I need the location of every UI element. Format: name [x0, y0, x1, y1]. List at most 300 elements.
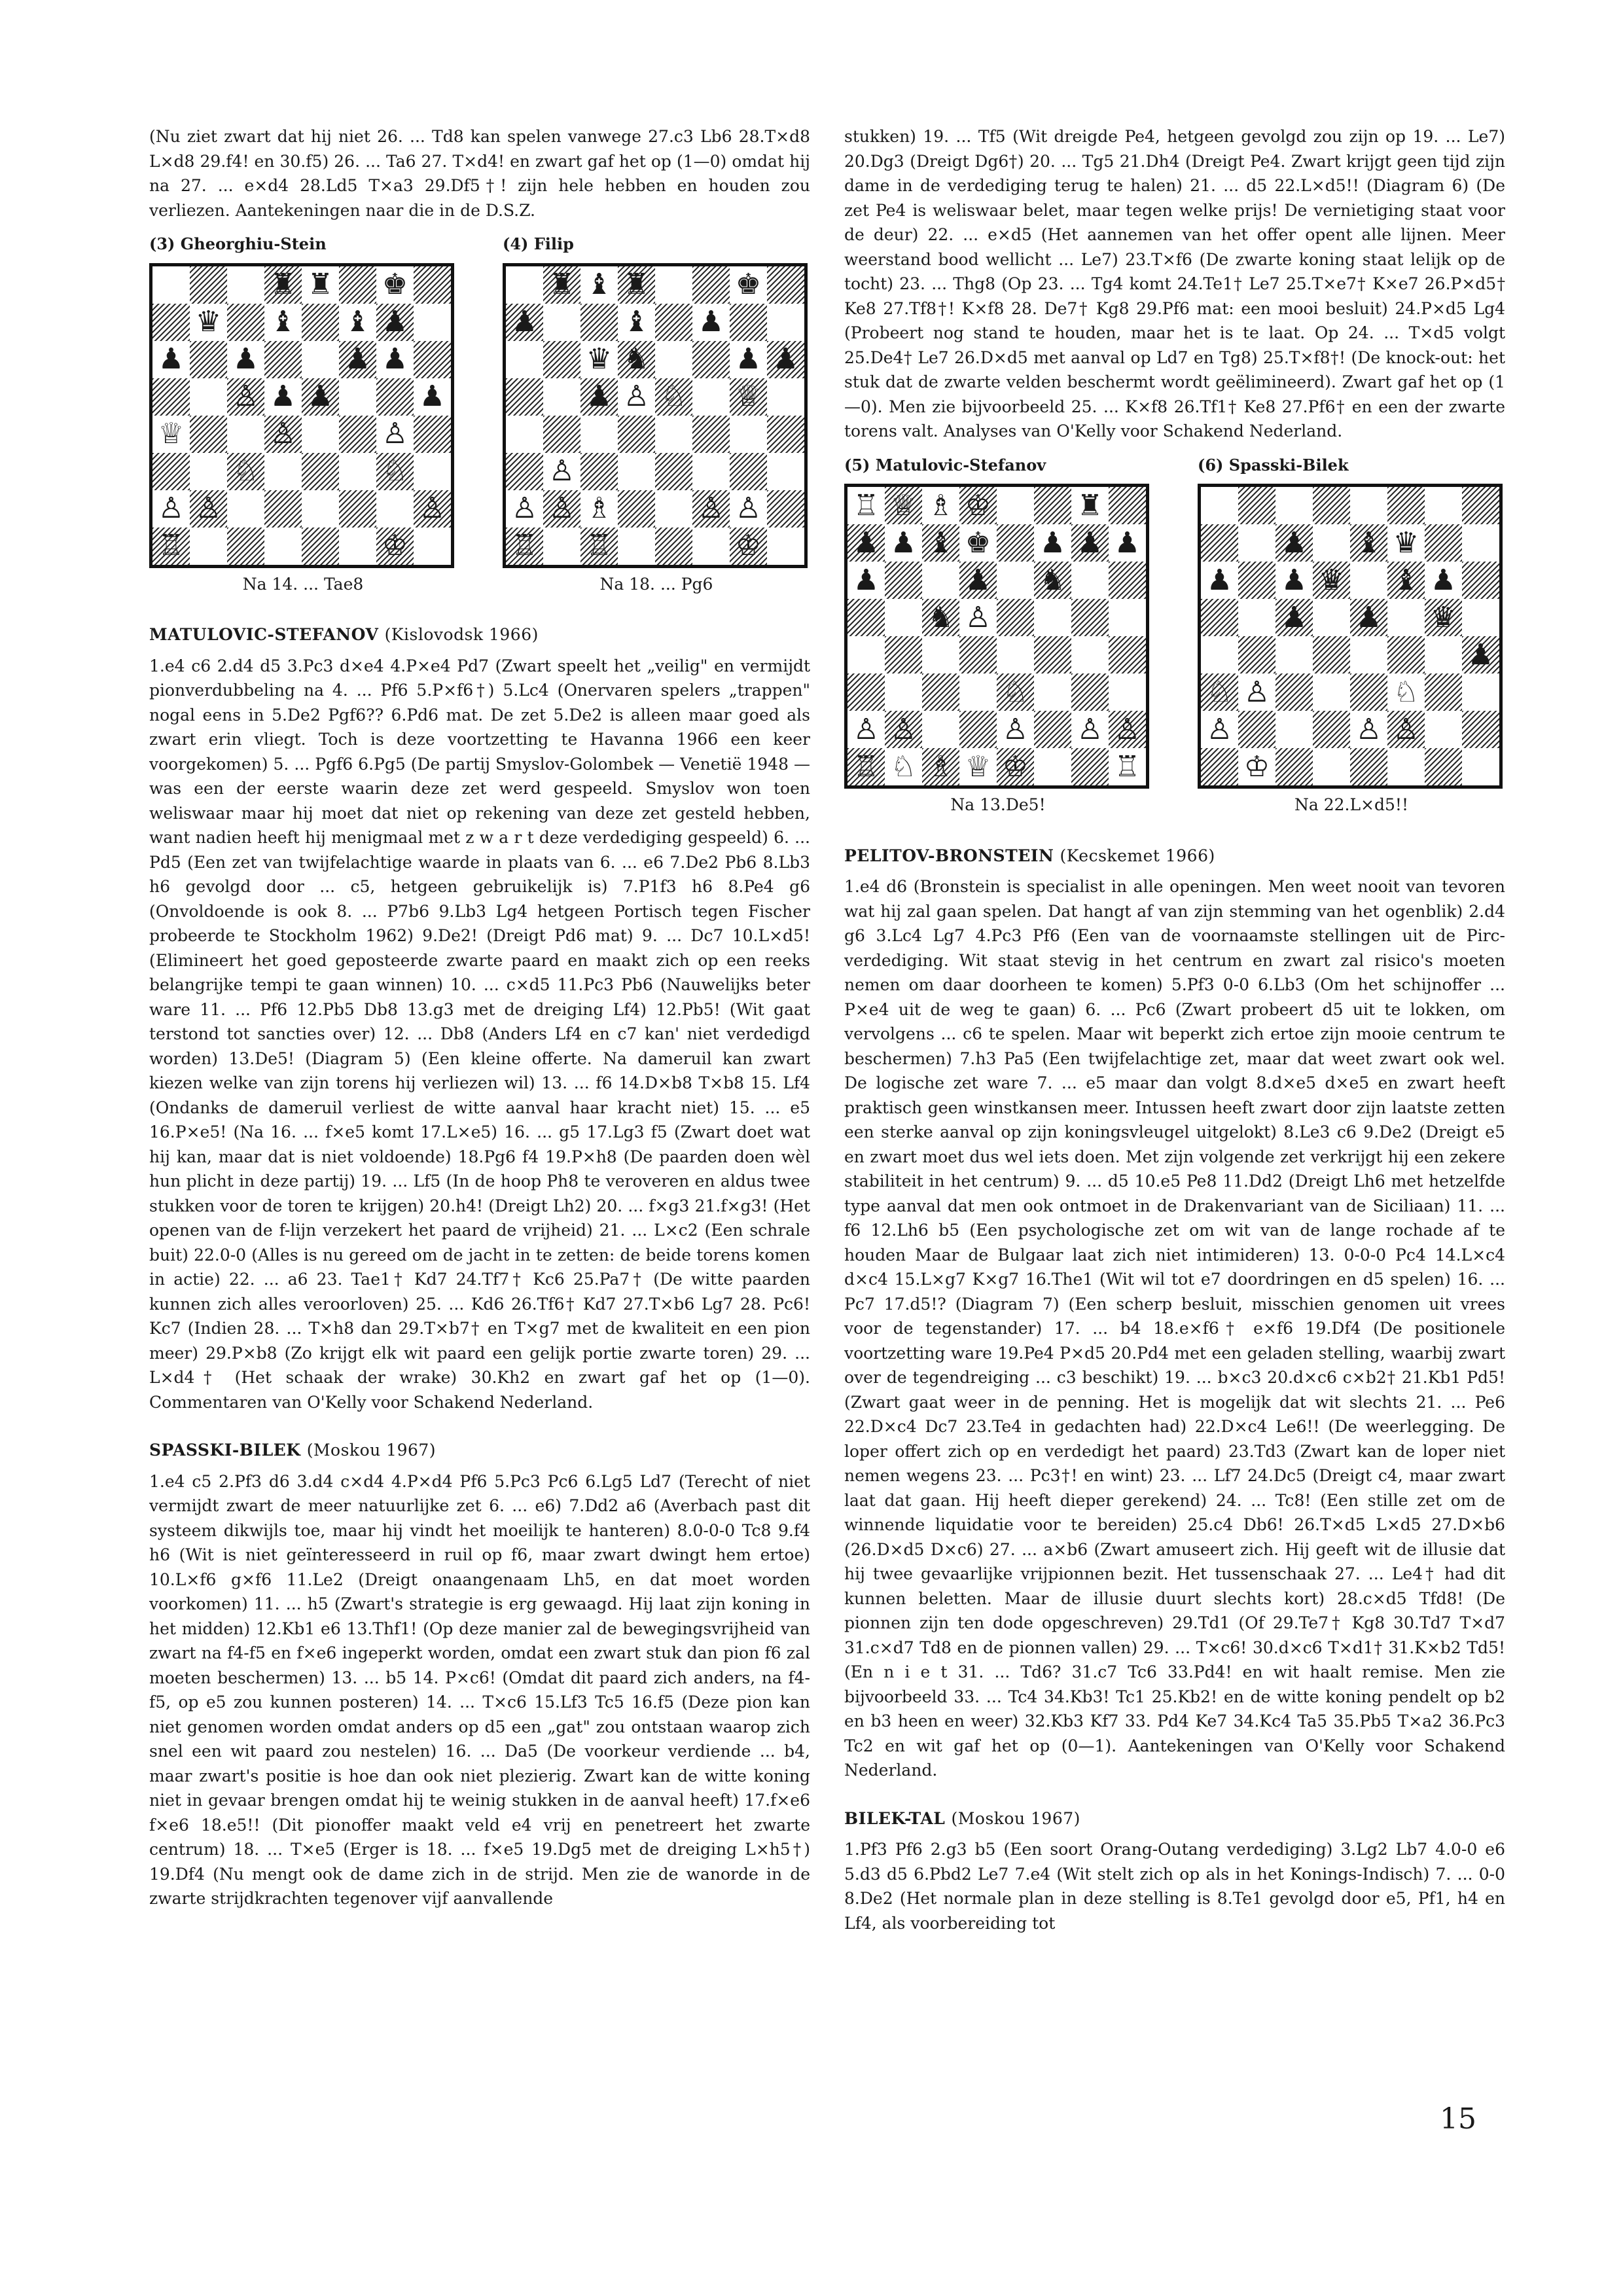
chess-piece-icon: ♗: [586, 492, 613, 525]
board-square: [959, 673, 997, 711]
board-square: [1201, 748, 1238, 785]
board-square: [339, 453, 376, 490]
board-square: [339, 416, 376, 453]
board-square: [264, 416, 302, 453]
board-square: [190, 304, 227, 341]
page-number: 15: [1440, 2102, 1476, 2136]
board-square: [264, 266, 302, 304]
board-square: [190, 266, 227, 304]
board-square: [1387, 636, 1425, 673]
board-square: [1071, 562, 1109, 599]
chess-piece-icon: ♝: [344, 305, 371, 338]
board-square: [959, 562, 997, 599]
board-square: [655, 528, 692, 565]
board-square: [414, 416, 451, 453]
board-square: [767, 490, 804, 528]
chess-piece-icon: ♖: [158, 529, 185, 562]
chess-piece-icon: ♟: [382, 342, 408, 376]
chess-piece-icon: ♙: [270, 417, 296, 450]
board-square: [339, 528, 376, 565]
left-intro-paragraph: (Nu ziet zwart dat hij niet 26. ... Td8 kan spelen vanwege 27.c3 Lb6 28.T×d8 L×d8 29.f4! en 30.f5) 26. ... Ta6 27. T×d4! en zwart gaf het op (1—0) omdat hij na 27. ... e×d4 28.Ld5 T×a3 29.Df5†! zijn hele hebben en houden zou verliezen. Aantekeningen naar die in de D.S.Z.: [149, 127, 810, 220]
chess-piece-icon: ♘: [890, 749, 917, 783]
board-square: [1425, 636, 1462, 673]
chess-piece-icon: ♟: [853, 526, 880, 560]
diagram-5: [844, 453, 1152, 817]
board-square: [1462, 636, 1499, 673]
board-square: [227, 416, 264, 453]
board-square: [1462, 562, 1499, 599]
board-square: [885, 673, 922, 711]
chess-piece-icon: ♟: [1355, 600, 1382, 634]
board-square: [618, 490, 655, 528]
board-square: [1387, 562, 1425, 599]
right-column: [844, 124, 1505, 1935]
chess-piece-icon: ♟: [586, 380, 613, 413]
chess-piece-icon: ♘: [232, 454, 259, 488]
board-square: [339, 266, 376, 304]
diagram-6-title: (6) Spasski-Bilek: [1198, 455, 1349, 475]
board-square: [692, 304, 730, 341]
chess-piece-icon: ♖: [586, 529, 613, 562]
board-square: [692, 453, 730, 490]
board-square: [376, 490, 414, 528]
chess-piece-icon: ♙: [1077, 712, 1103, 746]
chess-board: [844, 484, 1149, 789]
chess-piece-icon: ♛: [1430, 600, 1457, 634]
chess-piece-icon: ♟: [1077, 526, 1103, 560]
board-square: [190, 453, 227, 490]
diagram-5-title: (5) Matulovic-Stefanov: [844, 455, 1046, 475]
board-square: [1201, 599, 1238, 636]
board-square: [692, 266, 730, 304]
board-square: [152, 453, 190, 490]
chess-piece-icon: ♙: [548, 454, 575, 488]
board-square: [922, 636, 959, 673]
chess-piece-icon: ♘: [1393, 675, 1419, 709]
board-square: [1034, 524, 1071, 562]
chess-piece-icon: ♙: [698, 492, 724, 525]
chess-piece-icon: ♟: [1430, 563, 1457, 597]
board-square: [264, 490, 302, 528]
chess-board: [1198, 484, 1503, 789]
board-square: [1462, 524, 1499, 562]
board-square: [339, 490, 376, 528]
chess-piece-icon: ♘: [1002, 675, 1029, 709]
board-square: [1350, 711, 1387, 748]
board-square: [959, 636, 997, 673]
chess-piece-icon: ♙: [853, 712, 880, 746]
board-square: [1034, 636, 1071, 673]
board-square: [655, 378, 692, 416]
board-square: [227, 490, 264, 528]
diagram-3-caption: Na 14. ... Tae8: [242, 574, 364, 594]
game-heading: [149, 622, 810, 647]
board-square: [618, 416, 655, 453]
board-square: [543, 378, 580, 416]
chess-piece-icon: ♙: [548, 492, 575, 525]
board-square: [302, 266, 339, 304]
chess-piece-icon: ♟: [419, 380, 446, 413]
board-square: [959, 748, 997, 785]
chess-piece-icon: ♟: [158, 342, 185, 376]
chess-piece-icon: ♙: [382, 417, 408, 450]
board-square: [1425, 711, 1462, 748]
chess-piece-icon: ♙: [1002, 712, 1029, 746]
chess-piece-icon: ♙: [623, 380, 650, 413]
game-place: (Moskou 1967): [951, 1808, 1080, 1828]
board-square: [152, 266, 190, 304]
board-square: [730, 266, 767, 304]
board-square: [227, 453, 264, 490]
board-square: [730, 378, 767, 416]
board-square: [997, 748, 1034, 785]
board-square: [302, 341, 339, 378]
board-square: [1275, 673, 1313, 711]
board-square: [1275, 487, 1313, 524]
chess-piece-icon: ♟: [772, 342, 799, 376]
board-square: [1350, 562, 1387, 599]
board-square: [730, 490, 767, 528]
chess-piece-icon: ♞: [623, 342, 650, 376]
board-square: [692, 378, 730, 416]
board-square: [1313, 636, 1350, 673]
diagram-4-title: (4) Filip: [503, 234, 574, 253]
board-square: [302, 490, 339, 528]
board-square: [767, 341, 804, 378]
chess-piece-icon: ♛: [586, 342, 613, 376]
board-square: [302, 528, 339, 565]
chess-piece-icon: ♕: [965, 749, 991, 783]
board-square: [152, 490, 190, 528]
chess-piece-icon: ♖: [1114, 749, 1141, 783]
board-square: [655, 416, 692, 453]
chess-piece-icon: ♜: [548, 268, 575, 301]
board-square: [847, 599, 885, 636]
board-square: [1275, 711, 1313, 748]
board-square: [1425, 562, 1462, 599]
board-square: [1275, 748, 1313, 785]
chess-piece-icon: ♚: [735, 268, 762, 301]
board-square: [264, 304, 302, 341]
board-square: [339, 378, 376, 416]
chess-piece-icon: ♝: [623, 305, 650, 338]
board-square: [997, 599, 1034, 636]
board-square: [730, 453, 767, 490]
board-square: [1425, 748, 1462, 785]
board-square: [227, 528, 264, 565]
diagram-6-caption: Na 22.L×d5!!: [1294, 795, 1409, 814]
board-square: [922, 487, 959, 524]
board-square: [376, 266, 414, 304]
board-square: [543, 453, 580, 490]
board-square: [618, 378, 655, 416]
board-square: [618, 341, 655, 378]
board-square: [1071, 524, 1109, 562]
board-square: [1201, 562, 1238, 599]
board-square: [580, 378, 618, 416]
board-square: [1275, 599, 1313, 636]
board-square: [1238, 599, 1275, 636]
game-place: (Kislovodsk 1966): [384, 625, 539, 644]
board-square: [885, 487, 922, 524]
board-square: [959, 599, 997, 636]
board-square: [1350, 487, 1387, 524]
chess-piece-icon: ♝: [586, 268, 613, 301]
board-square: [1238, 711, 1275, 748]
chess-board: [503, 263, 808, 568]
chess-piece-icon: ♝: [270, 305, 296, 338]
board-square: [885, 562, 922, 599]
board-square: [767, 416, 804, 453]
diagram-3-title: (3) Gheorghiu-Stein: [149, 234, 327, 253]
diagram-row-left: [149, 232, 810, 596]
diagram-5-caption: Na 13.De5!: [950, 795, 1046, 814]
board-square: [922, 599, 959, 636]
chess-piece-icon: ♟: [1281, 526, 1308, 560]
diagram-row-right: [844, 453, 1505, 817]
board-square: [506, 341, 543, 378]
board-square: [1275, 562, 1313, 599]
chess-piece-icon: ♕: [735, 380, 762, 413]
board-square: [227, 378, 264, 416]
board-square: [1034, 562, 1071, 599]
board-square: [618, 528, 655, 565]
board-square: [997, 673, 1034, 711]
board-square: [922, 562, 959, 599]
board-square: [1350, 599, 1387, 636]
board-square: [190, 490, 227, 528]
board-square: [959, 524, 997, 562]
game-annotation: 1.e4 d6 (Bronstein is specialist in alle openingen. Men weet nooit van tevoren wat hij zal gaan spelen. Dat hangt af van zijn stemming van het ogenblik) 2.d4 g6 3.Lc4 Lg7 4.Pc3 Pf6 (Een van de voornaamste stellingen uit de Pirc-verdediging. Wit staat stevig in het centrum en zwart zal risico's moeten nemen om daar doorheen te komen) 5.Pf3 0-0 6.Lb3 (Om het schijnoffer ... P×e4 uit de weg te gaan) 6. ... Pc6 (Zwart probeert d5 uit te lokken, om vervolgens ... c6 te spelen. Maar wit beperkt zich ertoe zijn mooie centrum te beschermen) 7.h3 Pa5 (Een twijfelachtige zet, maar dat weet zwart ook wel. De logische zet ware 7. ... e5 maar dan volgt 8.d×e5 d×e5 en zwart heeft praktisch geen winstkansen meer. Intussen heeft zwart door zijn laatste zetten een sterke aanval op zijn koningsvleugel uitgelokt) 8.Le3 c6 9.De2 (Dreigt e5 en zwart moet dus wel iets doen. Met zijn volgende zet verkrijgt hij een zekere stabiliteit in het centrum) 9. ... d5 10.e5 Pe8 11.Dd2 (Dreigt Lh6 met hetzelfde type aanval dat men ook ontmoet in de Drakenvariant van de Siciliaan) 11. ... f6 12.Lh6 b5 (Een psychologische zet om wit van de lange rochade af te houden Maar de Bulgaar laat zich niet intimideren) 13. 0-0-0 Pc4 14.L×c4 d×c4 15.L×g7 K×g7 16.The1 (Wit wil tot e7 doordringen en d5 spelen) 16. ... Pc7 17.d5!? (Diagram 7) (Een scherp besluit, misschien genomen uit vrees voor de tegenstander) 17. ... b4 18.e×f6† e×f6 19.Df4 (De positionele voortzetting ware 19.Pe4 P×d5 20.Pd4 met een geladen stelling, waarbij zwart over de tegendreiging ... c3 beschikt) 19. ... b×c3 20.d×c6 c×b2† 21.Kb1 Pd5! (Zwart gaat weer in de penning. Het is mogelijk dat wit slechts 21. ... Pe6 22.D×c4 Dc7 23.Te4 in gedachten had) 22.D×c4 Le6!! (De weerlegging. De loper offert zich op en verdedigt het paard) 23.Td3 (Zwart kan de loper niet nemen wegens 23. ... Pc3†! en wint) 23. ... Lf7 24.Dc5 (Dreigt c4, maar zwart laat dat gaan. Hij heeft dieper gerekend) 24. ... Tc8! (Een stille zet om de winnende liquidatie voor te bereiden) 25.c4 Db6! 26.T×d5 L×d5 27.D×b6 (26.D×d5 D×c6) 27. ... a×b6 (Zwart amuseert zich. Hij geeft wit de illusie dat hij twee gevaarlijke vrijpionnen bezit. Het tussenschaak 27. ... Le4† had dit kunnen beletten. Maar de illusie duurt slechts kort) 28.c×d5 Tfd8! (De pionnen zijn ten dode opgeschreven) 29.Td1 (Of 29.Te7† Kg8 30.Td7 T×d7 31.c×d7 Td8 en de pionnen vallen) 29. ... T×c6! 30.d×c6 T×d1† 31.K×b2 Td5! (En n i e t 31. ... Td6? 31.c7 Tc6 33.Pd4! en wit haalt remise. Men zie bijvoorbeeld 33. ... Tc4 34.Kb3! Tc1 25.Kb2! en de witte koning pendelt op b2 en b3 heen en weer) 32.Kb3 Kf7 33. Pd4 Ke7 34.Kc4 Ta5 35.Pb5 T×a2 36.Pc3 Tc2 en wit gaf het op (0—1). Aantekeningen van O'Kelly voor Schakend Nederland.: [844, 877, 1505, 1780]
board-square: [414, 528, 451, 565]
board-square: [618, 304, 655, 341]
board-square: [997, 487, 1034, 524]
chess-piece-icon: ♚: [965, 526, 991, 560]
game-title: PELITOV-BRONSTEIN: [844, 846, 1054, 865]
board-square: [655, 341, 692, 378]
chess-piece-icon: ♖: [853, 488, 880, 522]
game-annotation: 1.e4 c6 2.d4 d5 3.Pc3 d×e4 4.P×e4 Pd7 (Zwart speelt het „veilig" en vermijdt pionverdubbeling na 4. ... Pf6 5.P×f6†) 5.Lc4 (Onervaren spelers „trappen" nogal eens in 5.De2 Pgf6?? 6.Pd6 mat. De zet 5.De2 is alleen maar goed als zwart erin vliegt. Toch is deze voortzetting te Havanna 1966 een keer voorgekomen) 5. ... Pgf6 6.Pg5 (De partij Smyslov-Golombek — Venetië 1948 — was een der eerste waarin deze zet werd gespeeld. Smyslov won toen weliswaar maar hij moet dat niet op rekening van deze zet gesteld hebben, want nadien heeft hij menigmaal met z w a r t deze verdediging gespeeld) 6. ... Pd5 (Een zet van twijfelachtige waarde in plaats van 6. ... e6 7.De2 Pb6 8.Lb3 h6 gevolgd door ... c5, hetgeen gebruikelijk is) 7.P1f3 h6 8.Pe4 g6 (Onvoldoende is ook 8. ... P7b6 9.Lb3 Lg4 hetgeen Portisch tegen Fischer probeerde te Stockholm 1962) 9.De2! (Dreigt Pd6 mat) 9. ... Dc7 10.L×d5! (Elimineert het goed geposteerde zwarte paard en maakt zich op een reeks belangrijke tempi te gaan winnen) 10. ... c×d5 11.Pc3 Pb6 (Nauwelijks beter ware 11. ... Pf6 12.Pb5 Db8 13.g3 met de dreiging Lf4) 12.Pb5! (Wit gaat terstond tot sancties over) 12. ... Db8 (Anders Lf4 en c7 kan' niet verdedigd worden) 13.De5! (Diagram 5) (Een kleine offerte. Na dameruil kan zwart kiezen welke van zijn torens hij verliezen wil) 13. ... f6 14.D×b8 T×b8 15. Lf4 (Ondanks de dameruil verliest de witte aanval haar kracht niet) 15. ... e5 16.P×e5! (Na 16. ... f×e5 komt 17.L×e5) 16. ... g5 17.Lg3 f5 (Zwart doet wat hij kan, maar dat is niet voldoende) 18.Pg6 f4 19.P×h8 (De paarden doen wèl hun plicht in deze partij) 19. ... Lf5 (In de hoop Ph8 te veroveren en aldus twee stukken voor de toren te krijgen) 20.h4! (Dreigt Lh2) 20. ... f×g3 21.f×g3! (Het openen van de f-lijn verzekert het paard de vrijheid) 21. ... L×c2 (Een schrale buit) 22.0-0 (Alles is nu gereed om de jacht in te zetten: de beide torens komen in actie) 22. ... a6 23. Tae1† Kd7 24.Tf7† Kc6 25.Pa7† (De witte paarden kunnen zich alles veroorloven) 25. ... Kd6 26.Tf6† Kd7 27.T×b6 Lg7 28. Pc6! Kc7 (Indien 28. ... T×h8 dan 29.T×b7† en T×g7 met de kwaliteit en een pion meer) 29.P×b8 (Zo krijgt elk wit paard een gelijk portie zwarte toren) 29. ... L×d4† (Het schaak der wrake) 30.Kh2 en zwart gaf het op (1—0). Commentaren van O'Kelly voor Schakend Nederland.: [149, 656, 810, 1412]
chess-piece-icon: ♙: [195, 492, 222, 525]
board-square: [1350, 673, 1387, 711]
game-annotation: 1.e4 c5 2.Pf3 d6 3.d4 c×d4 4.P×d4 Pf6 5.Pc3 Pc6 6.Lg5 Ld7 (Terecht of niet vermijdt zwart de meer natuurlijke zet 6. ... e6) 7.Dd2 a6 (Averbach past dit systeem dikwijls toe, maar hij vindt het moeilijk te hanteren) 8.0-0-0 Tc8 9.f4 h6 (Wit is niet geïnteresseerd in ruil op f6, maar zwart dwingt hem ertoe) 10.L×f6 g×f6 11.Le2 (Dreigt onaangenaam Lh5, en dat moet worden voorkomen) 11. ... h5 (Zwart's strategie is erg gewaagd. Hij laat zijn koning in het midden) 12.Kb1 e6 13.Thf1! (Op deze manier zal de bewegingsvrijheid van zwart na f4-f5 en f×e6 ingeperkt worden, omdat een zwart stuk dan pion f6 zal moeten beschermen) 13. ... b5 14. P×c6! (Omdat dit paard zich anders, na f4-f5, op e5 zou kunnen posteren) 14. ... T×c6 15.Lf3 Tc5 16.f5 (Deze pion kan niet genomen worden omdat anders op d5 een „gat" zou ontstaan waarop zich snel een wit paard zou nestelen) 16. ... Da5 (De voorkeur verdiende ... b4, maar zwart's positie is hoe dan ook niet plezierig. Zwart kan de witte koning niet in gevaar brengen omdat hij te weinig stukken in de aanval heeft) 17.f×e6 f×e6 18.e5!! (Dit pionoffer maakt veld e4 vrij en penetreert het zwarte centrum) 18. ... T×e5 (Erger is 18. ... f×e5 19.Dg5 met de dreiging L×h5†) 19.Df4 (Nu mengt ook de dame zich in de strijd. Men zie de wanorde in de zwarte strijdkrachten tegenover vijf aanvallende: [149, 1471, 810, 1908]
board-square: [414, 490, 451, 528]
board-square: [1387, 524, 1425, 562]
board-square: [885, 748, 922, 785]
board-square: [302, 453, 339, 490]
board-square: [580, 453, 618, 490]
board-square: [1238, 524, 1275, 562]
board-square: [1275, 524, 1313, 562]
board-square: [580, 528, 618, 565]
board-square: [1238, 673, 1275, 711]
chess-piece-icon: ♔: [735, 529, 762, 562]
board-square: [1313, 524, 1350, 562]
board-square: [1238, 748, 1275, 785]
chess-piece-icon: ♞: [1039, 563, 1066, 597]
chess-piece-icon: ♗: [927, 749, 954, 783]
board-square: [376, 304, 414, 341]
board-square: [692, 341, 730, 378]
chess-piece-icon: ♟: [511, 305, 538, 338]
board-square: [543, 304, 580, 341]
board-square: [885, 636, 922, 673]
chess-piece-icon: ♗: [927, 488, 954, 522]
chess-piece-icon: ♙: [158, 492, 185, 525]
board-square: [847, 562, 885, 599]
board-square: [506, 378, 543, 416]
board-square: [190, 341, 227, 378]
chess-piece-icon: ♖: [853, 749, 880, 783]
chess-piece-icon: ♙: [965, 600, 991, 634]
board-square: [655, 266, 692, 304]
game-place: (Moskou 1967): [306, 1441, 437, 1460]
right-intro-paragraph: stukken) 19. ... Tf5 (Wit dreigde Pe4, hetgeen gevolgd zou zijn op 19. ... Le7) 20.Dg3 (Dreigt Dg6†) 20. ... Tg5 21.Dh4 (Dreigt Pe4. Zwart krijgt geen tijd zijn dame in de verdediging terug te halen) 21. ... d5 22.L×d5!! (Diagram 6) (De zet Pe4 is weliswaar belet, maar tegen welke prijs! De vernietiging staat voor de deur) 22. ... e×d5 (Het aannemen van het offer opent alle lijnen. Meer weerstand bood wellicht ... Le7) 23.T×f6 (De zwarte koning staat lelijk op de tocht) 23. ... Thg8 (Op 23. ... Tg4 komt 24.Te1† Le7 25.T×e7† K×e7 26.P×d5† Ke8 27.Tf8†! K×f8 28. De7† Kg8 29.Pf6 mat: een mooi besluit) 24.P×d5 Lg4 (Probeert nog stand te houden, maar het is te laat. Op 24. ... T×d5 volgt 25.De4† Le7 26.D×d5 met aanval op Ld7 en Tg8) 25.T×f8†! (De knock-out: het stuk dat de zwarte velden beschermt wordt geëlimineerd). Zwart gaf het op (1—0). Men zie bijvoorbeeld 25. ... K×f8 26.Tf1† Ke8 27.Pf6† en een der zwarte torens valt. Analyses van O'Kelly voor Schakend Nederland.: [844, 127, 1505, 440]
board-square: [264, 378, 302, 416]
board-square: [506, 304, 543, 341]
chess-piece-icon: ♔: [965, 488, 991, 522]
board-square: [543, 341, 580, 378]
chess-piece-icon: ♙: [1393, 712, 1419, 746]
board-square: [847, 636, 885, 673]
chess-piece-icon: ♙: [890, 712, 917, 746]
board-square: [190, 378, 227, 416]
chess-piece-icon: ♟: [698, 305, 724, 338]
board-square: [847, 711, 885, 748]
board-square: [1313, 673, 1350, 711]
board-square: [1462, 487, 1499, 524]
chess-piece-icon: ♟: [382, 305, 408, 338]
chess-piece-icon: ♙: [511, 492, 538, 525]
chess-piece-icon: ♔: [1002, 749, 1029, 783]
board-square: [1238, 636, 1275, 673]
chess-piece-icon: ♟: [965, 563, 991, 597]
diagram-4-caption: Na 18. ... Pg6: [599, 574, 713, 594]
board-square: [506, 453, 543, 490]
chess-piece-icon: ♝: [1393, 563, 1419, 597]
chess-piece-icon: ♘: [382, 454, 408, 488]
board-square: [227, 304, 264, 341]
game-heading: [844, 844, 1505, 869]
board-square: [1109, 711, 1146, 748]
board-square: [414, 304, 451, 341]
board-square: [655, 490, 692, 528]
board-square: [1313, 487, 1350, 524]
board-square: [767, 378, 804, 416]
board-square: [152, 378, 190, 416]
board-square: [1462, 748, 1499, 785]
board-square: [152, 416, 190, 453]
board-square: [1109, 673, 1146, 711]
board-square: [1109, 487, 1146, 524]
game-title: SPASSKI-BILEK: [149, 1441, 301, 1460]
board-square: [1201, 524, 1238, 562]
board-square: [1109, 562, 1146, 599]
board-square: [1201, 711, 1238, 748]
board-square: [1238, 562, 1275, 599]
board-square: [543, 416, 580, 453]
board-square: [543, 490, 580, 528]
game-heading: [149, 1438, 810, 1463]
board-square: [997, 524, 1034, 562]
board-square: [1275, 636, 1313, 673]
board-square: [959, 487, 997, 524]
chess-piece-icon: ♟: [853, 563, 880, 597]
board-square: [227, 266, 264, 304]
board-square: [543, 528, 580, 565]
board-square: [227, 341, 264, 378]
board-square: [847, 748, 885, 785]
board-square: [618, 266, 655, 304]
board-square: [1313, 748, 1350, 785]
board-square: [506, 266, 543, 304]
board-square: [1387, 673, 1425, 711]
board-square: [190, 528, 227, 565]
board-square: [302, 416, 339, 453]
board-square: [922, 524, 959, 562]
chess-piece-icon: ♘: [660, 380, 687, 413]
chess-piece-icon: ♝: [927, 526, 954, 560]
board-square: [1238, 487, 1275, 524]
board-square: [1201, 487, 1238, 524]
chess-piece-icon: ♜: [623, 268, 650, 301]
chess-piece-icon: ♟: [270, 380, 296, 413]
game-place: (Kecskemet 1966): [1060, 846, 1215, 865]
board-square: [885, 711, 922, 748]
board-square: [506, 490, 543, 528]
board-square: [959, 711, 997, 748]
board-square: [922, 711, 959, 748]
board-square: [997, 711, 1034, 748]
board-square: [302, 378, 339, 416]
board-square: [767, 266, 804, 304]
game-title: BILEK-TAL: [844, 1808, 946, 1828]
board-square: [1071, 487, 1109, 524]
board-square: [847, 487, 885, 524]
board-square: [692, 416, 730, 453]
chess-piece-icon: ♟: [1467, 637, 1494, 672]
board-square: [730, 341, 767, 378]
diagram-6: [1198, 453, 1505, 817]
board-square: [376, 378, 414, 416]
board-square: [376, 528, 414, 565]
board-square: [1462, 599, 1499, 636]
chess-piece-icon: ♕: [158, 417, 185, 450]
board-square: [1071, 748, 1109, 785]
chess-piece-icon: ♚: [382, 268, 408, 301]
board-square: [1387, 599, 1425, 636]
board-square: [1109, 599, 1146, 636]
board-square: [339, 341, 376, 378]
chess-piece-icon: ♟: [1281, 563, 1308, 597]
board-square: [655, 453, 692, 490]
chess-piece-icon: ♟: [1281, 600, 1308, 634]
board-square: [580, 304, 618, 341]
board-square: [1109, 748, 1146, 785]
board-square: [692, 528, 730, 565]
chess-piece-icon: ♛: [195, 305, 222, 338]
board-square: [580, 416, 618, 453]
board-square: [152, 341, 190, 378]
board-square: [339, 304, 376, 341]
board-square: [922, 673, 959, 711]
board-square: [543, 266, 580, 304]
chess-piece-icon: ♙: [1206, 712, 1233, 746]
chess-board: [149, 263, 454, 568]
board-square: [1071, 673, 1109, 711]
chess-piece-icon: ♙: [419, 492, 446, 525]
board-square: [692, 490, 730, 528]
